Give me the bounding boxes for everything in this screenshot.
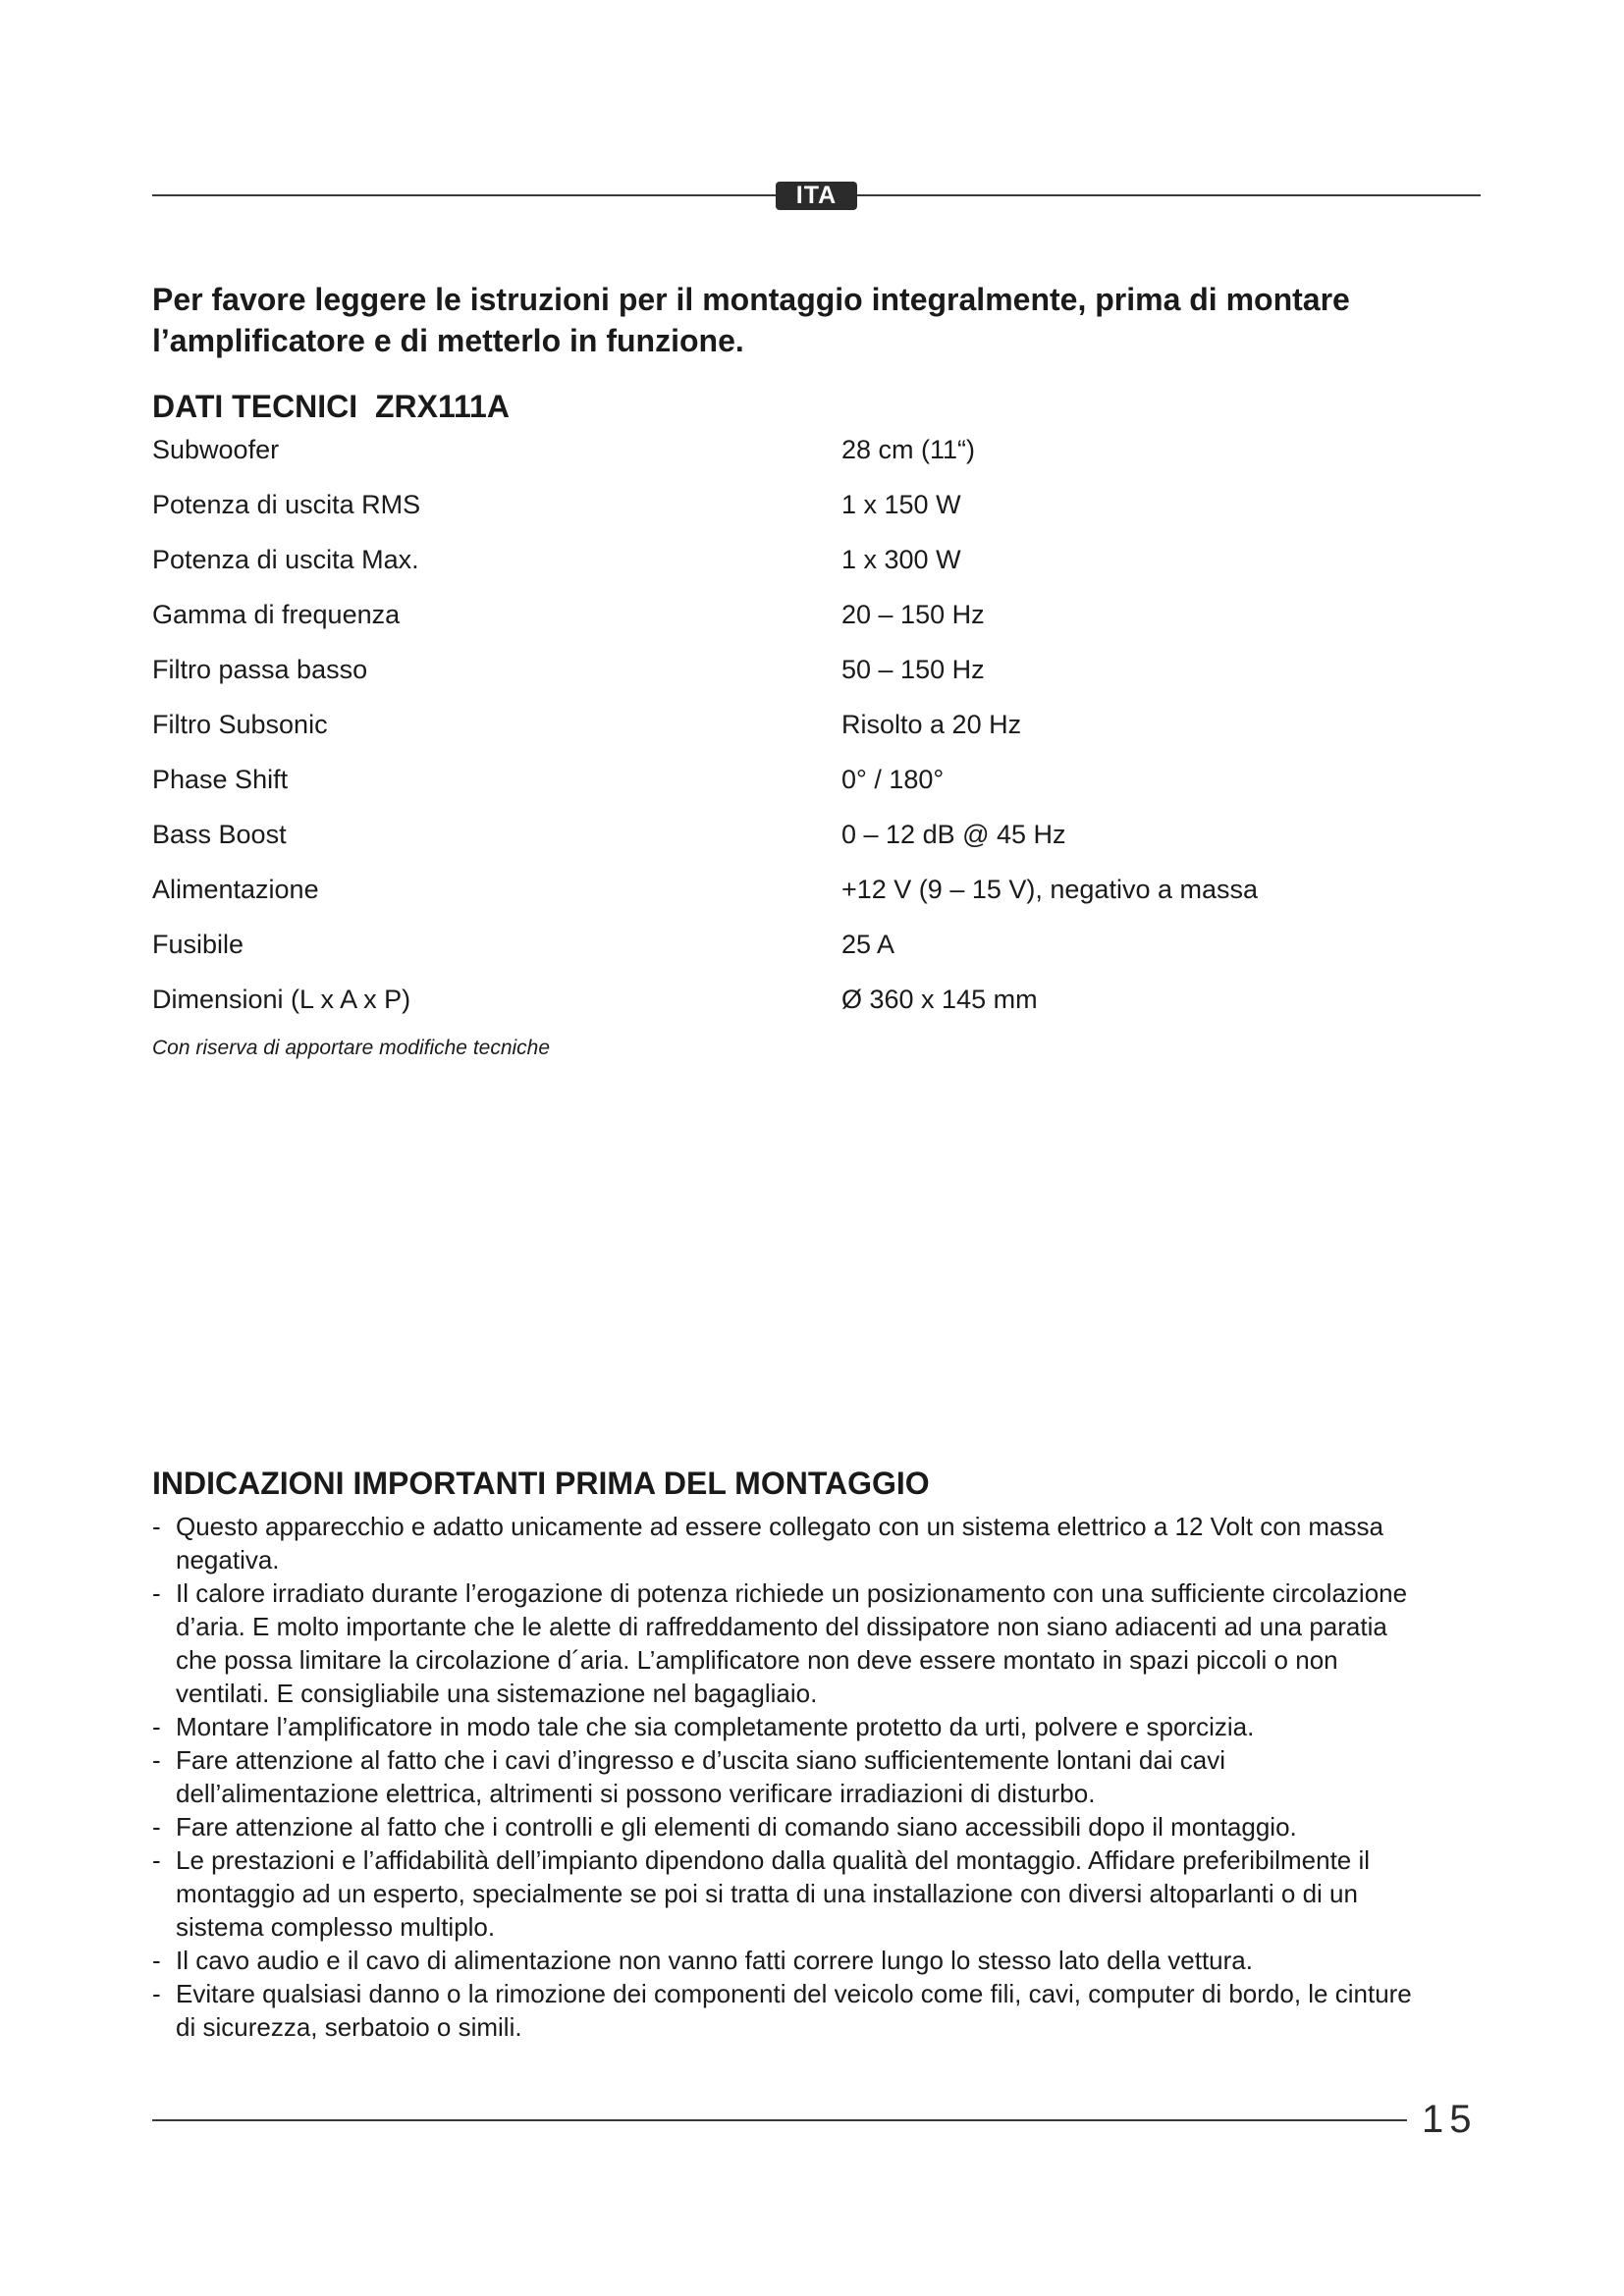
note-item <box>152 1843 1419 1944</box>
note-text: Fare attenzione al fatto che i controlli e gli elementi di comando siano accessibili dopo il montaggio. <box>176 1812 1297 1842</box>
spec-row <box>152 707 1429 762</box>
spec-label: Alimentazione <box>152 875 319 904</box>
spec-value: 28 cm (11“) <box>841 435 976 464</box>
notes-title: INDICAZIONI IMPORTANTI PRIMA DEL MONTAGGIO <box>152 1466 930 1501</box>
spec-row <box>152 927 1429 982</box>
note-bullet: - <box>152 1812 161 1842</box>
spec-row <box>152 487 1429 542</box>
header-rule-right <box>852 194 1481 196</box>
spec-row <box>152 817 1429 872</box>
note-bullet: - <box>152 1845 161 1875</box>
specs-title: DATI TECNICI ZRX111A <box>152 389 510 424</box>
spec-value: 25 A <box>841 930 895 959</box>
spec-row <box>152 872 1429 927</box>
specs-table <box>152 432 1429 1037</box>
spec-label: Potenza di uscita Max. <box>152 545 419 574</box>
spec-row <box>152 597 1429 652</box>
spec-row <box>152 652 1429 707</box>
spec-label: Phase Shift <box>152 765 289 794</box>
note-text: Le prestazioni e l’affidabilità dell’impianto dipendono dalla qualità del montaggio. Affidare preferibilmente il montaggio ad un esperto, specialmente se poi si tratta di una installazione con diversi altoparlanti o di un sistema complesso multiplo. <box>176 1845 1371 1942</box>
spec-value: Risolto a 20 Hz <box>841 710 1022 739</box>
spec-row <box>152 982 1429 1037</box>
note-bullet: - <box>152 1946 161 1975</box>
spec-label: Filtro passa basso <box>152 655 368 684</box>
spec-row <box>152 542 1429 597</box>
note-text: Evitare qualsiasi danno o la rimozione dei componenti del veicolo come fili, cavi, computer di bordo, le cinture di sicurezza, serbatoio o simili. <box>176 1979 1412 2042</box>
spec-value: 20 – 150 Hz <box>841 600 985 629</box>
note-item <box>152 1977 1419 2044</box>
spec-label: Bass Boost <box>152 820 287 849</box>
note-bullet: - <box>152 1512 161 1541</box>
note-text: Il cavo audio e il cavo di alimentazione non vanno fatti correre lungo lo stesso lato della vettura. <box>176 1946 1253 1975</box>
spec-value: Ø 360 x 145 mm <box>841 985 1038 1014</box>
spec-value: 0 – 12 dB @ 45 Hz <box>841 820 1066 849</box>
spec-label: Subwoofer <box>152 435 280 464</box>
spec-label: Potenza di uscita RMS <box>152 490 421 519</box>
note-bullet: - <box>152 1578 161 1608</box>
note-text: Il calore irradiato durante l’erogazione di potenza richiede un posizionamento con una sufficiente circolazione d’aria. E molto importante che le alette di raffreddamento del dissipatore non siano adiacenti ad una paratia che possa limitare la circolazione d´aria. L’amplificatore non deve essere montato in spazi piccoli o non ventilati. E consigliabile una sistemazione nel bagagliaio. <box>176 1578 1408 1708</box>
spec-value: +12 V (9 – 15 V), negativo a massa <box>841 875 1258 904</box>
spec-value: 1 x 150 W <box>841 490 961 519</box>
spec-label: Filtro Subsonic <box>152 710 328 739</box>
spec-row <box>152 762 1429 817</box>
header-rule-left <box>152 194 781 196</box>
note-item <box>152 1576 1419 1710</box>
spec-value: 50 – 150 Hz <box>841 655 985 684</box>
spec-label: Dimensioni (L x A x P) <box>152 985 411 1014</box>
note-item <box>152 1944 1419 1977</box>
spec-label: Fusibile <box>152 930 244 959</box>
intro-text: Per favore leggere le istruzioni per il montaggio integralmente, prima di montare l’amplificatore e di metterlo in funzione. <box>152 282 1350 358</box>
note-item <box>152 1710 1419 1743</box>
spec-value: 1 x 300 W <box>841 545 961 574</box>
note-text: Fare attenzione al fatto che i cavi d’ingresso e d’uscita siano sufficientemente lontani dai cavi dell’alimentazione elettrica, altrimenti si possono verificare irradiazioni di disturbo. <box>176 1745 1226 1808</box>
note-item <box>152 1743 1419 1810</box>
note-bullet: - <box>152 1745 161 1775</box>
note-item <box>152 1810 1419 1843</box>
note-item <box>152 1510 1419 1576</box>
note-bullet: - <box>152 1979 161 2008</box>
specs-footnote: Con riserva di apportare modifiche tecniche <box>152 1037 551 1059</box>
note-bullet: - <box>152 1712 161 1741</box>
note-text: Questo apparecchio e adatto unicamente ad essere collegato con un sistema elettrico a 12 Volt con massa negativa. <box>176 1512 1383 1575</box>
spec-row <box>152 432 1429 487</box>
language-badge: ITA <box>776 182 857 210</box>
notes-list <box>152 1510 1419 2044</box>
spec-value: 0° / 180° <box>841 765 945 794</box>
note-text: Montare l’amplificatore in modo tale che sia completamente protetto da urti, polvere e sporcizia. <box>176 1712 1255 1741</box>
spec-label: Gamma di frequenza <box>152 600 401 629</box>
page-number: 15 <box>1422 2098 1478 2141</box>
footer-rule <box>152 2119 1407 2121</box>
